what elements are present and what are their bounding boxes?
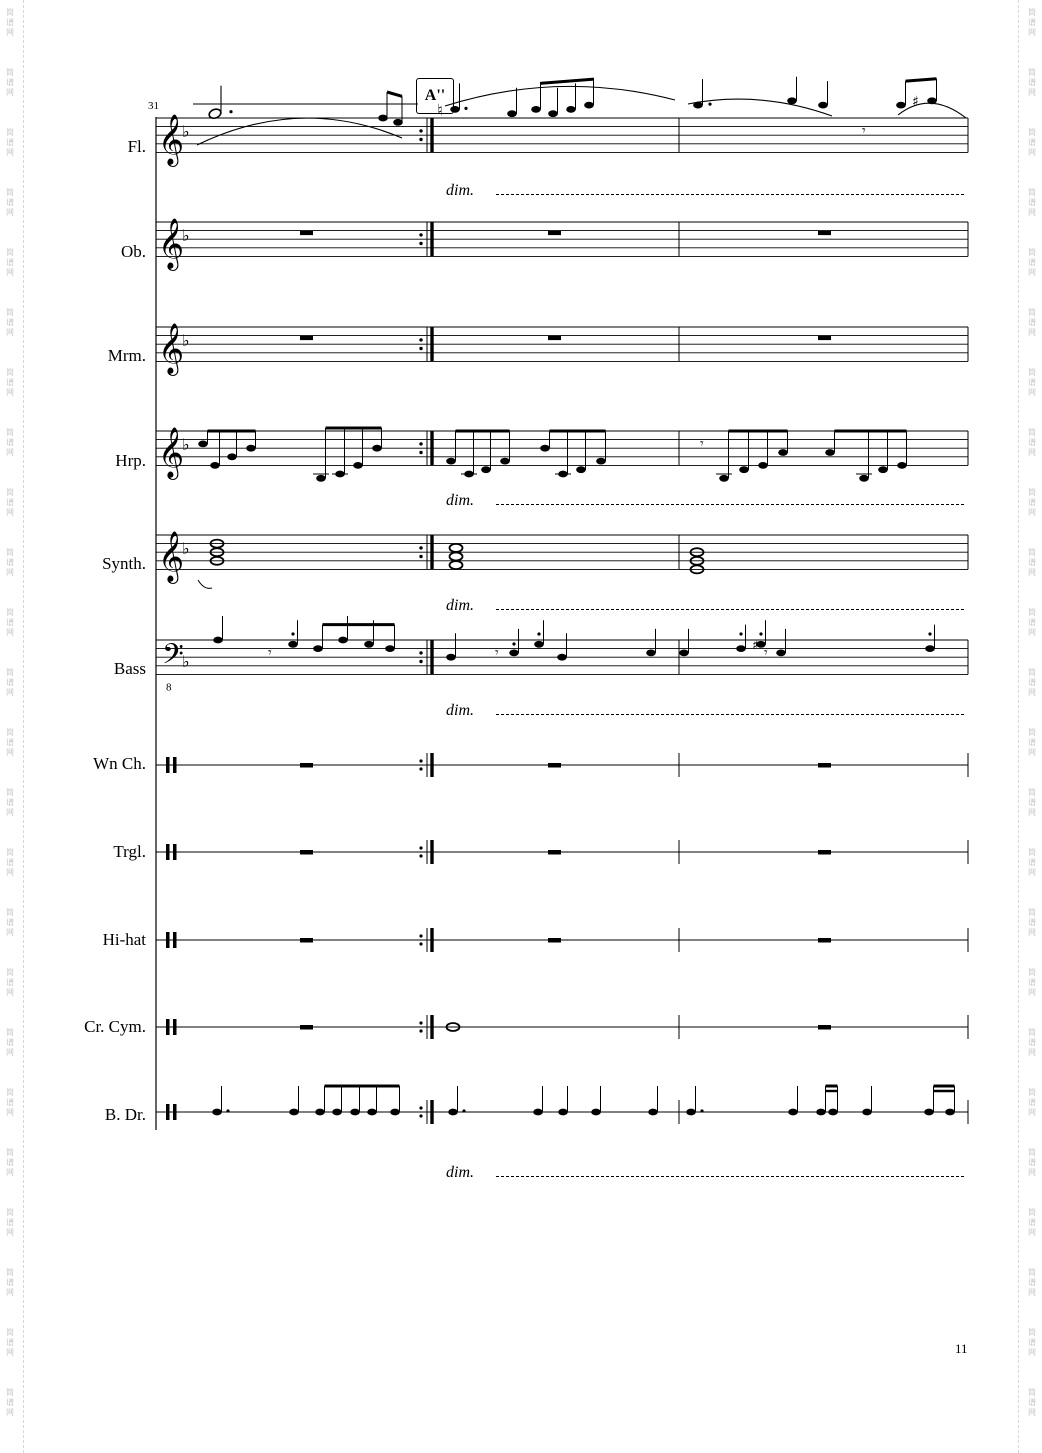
bass-drum-note	[350, 1109, 360, 1116]
watermark-glyph: 简 谱 网	[1028, 368, 1036, 397]
eighth-rest-icon: 𝄾	[495, 644, 499, 661]
watermark-glyph: 简 谱 网	[1028, 8, 1036, 37]
flute-note	[787, 97, 797, 104]
repeat-dot	[419, 846, 422, 849]
whole-rest-icon	[818, 850, 831, 855]
watermark-glyph: 简 谱 网	[6, 788, 14, 817]
harp-note	[859, 475, 869, 482]
bass-drum-note	[686, 1109, 696, 1116]
watermark-glyph: 简 谱 网	[1028, 548, 1036, 577]
tie	[198, 580, 212, 588]
whole-rest-icon	[300, 336, 313, 341]
repeat-dot	[419, 934, 422, 937]
repeat-dot	[419, 1106, 422, 1109]
bass-note	[446, 654, 456, 661]
whole-rest-icon	[818, 938, 831, 943]
bass-drum-note	[816, 1109, 826, 1116]
bass-drum-note	[332, 1109, 342, 1116]
bass-drum-note	[367, 1109, 377, 1116]
whole-rest-icon	[818, 763, 831, 768]
repeat-dot	[419, 759, 422, 762]
repeat-dot	[419, 242, 422, 245]
harp-note	[198, 441, 208, 448]
whole-rest-icon	[818, 1025, 831, 1030]
bass-drum-note	[924, 1109, 934, 1116]
watermark-glyph: 简 谱 网	[1028, 1388, 1036, 1417]
flat-key-signature-icon: ♭	[182, 226, 190, 245]
eighth-rest-icon: 𝄾	[764, 644, 768, 661]
bass-drum-note	[390, 1109, 400, 1116]
repeat-dot	[419, 767, 422, 770]
whole-rest-icon	[300, 938, 313, 943]
staccato-dot	[537, 632, 540, 635]
whole-rest-icon	[818, 231, 831, 236]
dim-extender-bass-drum	[496, 1176, 964, 1177]
bass-note	[364, 641, 374, 648]
instrument-label-bass: Bass	[113, 659, 146, 678]
dynamic-dim-bass-drum: dim.	[446, 1164, 474, 1181]
dim-extender-flute	[496, 194, 964, 195]
watermark-glyph: 简 谱 网	[6, 428, 14, 457]
watermark-glyph: 简 谱 网	[6, 1388, 14, 1417]
repeat-dot	[419, 138, 422, 141]
harp-note	[719, 475, 729, 482]
watermark-glyph: 简 谱 网	[1028, 128, 1036, 157]
instrument-label-oboe: Ob.	[120, 242, 146, 261]
watermark-glyph: 简 谱 网	[6, 1268, 14, 1297]
bass-drum-note	[828, 1109, 838, 1116]
harp-note	[739, 466, 749, 473]
whole-rest-icon	[300, 1025, 313, 1030]
harp-note	[878, 466, 888, 473]
beam	[387, 92, 402, 96]
watermark-glyph: 简 谱 网	[6, 548, 14, 577]
whole-rest-icon	[548, 850, 561, 855]
slur	[197, 118, 402, 145]
bass-note	[213, 637, 223, 644]
watermark-glyph: 简 谱 网	[6, 1328, 14, 1357]
flute-note	[818, 102, 828, 109]
bass-drum-note	[862, 1109, 872, 1116]
bass-note	[736, 645, 746, 652]
watermark-glyph: 简 谱 网	[1028, 1208, 1036, 1237]
watermark-glyph: 简 谱 网	[1028, 728, 1036, 757]
bass-note	[534, 641, 544, 648]
staccato-dot	[739, 632, 742, 635]
watermark-glyph: 简 谱 网	[6, 968, 14, 997]
watermark-glyph: 简 谱 网	[6, 1208, 14, 1237]
repeat-dot	[419, 347, 422, 350]
watermark-glyph: 简 谱 网	[6, 1028, 14, 1057]
rehearsal-mark: A''	[416, 78, 454, 114]
flute-note	[548, 110, 558, 117]
bass-note	[557, 654, 567, 661]
whole-rest-icon	[548, 938, 561, 943]
dynamic-dim-harp: dim.	[446, 492, 474, 509]
watermark-glyph: 简 谱 网	[6, 488, 14, 517]
flute-note	[531, 106, 541, 113]
repeat-dot	[419, 451, 422, 454]
flat-key-signature-icon: ♭	[182, 435, 190, 454]
percussion-clef-icon	[173, 1104, 177, 1120]
bass-note	[646, 650, 656, 657]
watermark-glyph: 简 谱 网	[1028, 968, 1036, 997]
instrument-label-marimba: Mrm.	[107, 346, 146, 365]
watermark-glyph: 简 谱 网	[1028, 68, 1036, 97]
harp-note	[596, 458, 606, 465]
bass-note	[776, 650, 786, 657]
augmentation-dot	[462, 1109, 465, 1112]
percussion-clef-icon	[173, 1019, 177, 1035]
staccato-dot	[928, 632, 931, 635]
repeat-dot	[419, 1021, 422, 1024]
treble-clef-icon: 𝄞	[158, 218, 185, 269]
harp-note	[481, 466, 491, 473]
percussion-clef-icon	[166, 844, 170, 860]
whole-rest-icon	[548, 231, 561, 236]
repeat-dot	[419, 942, 422, 945]
bass-note	[679, 650, 689, 657]
bass-note	[385, 645, 395, 652]
treble-clef-icon: 𝄞	[158, 323, 185, 374]
repeat-dot	[419, 129, 422, 132]
whole-rest-icon	[300, 850, 313, 855]
harp-note	[246, 445, 256, 452]
repeat-dot	[419, 660, 422, 663]
augmentation-dot	[700, 1109, 703, 1112]
percussion-clef-icon	[166, 1104, 170, 1120]
watermark-glyph: 简 谱 网	[6, 1088, 14, 1117]
whole-rest-icon	[300, 763, 313, 768]
treble-clef-icon: 𝄞	[158, 531, 185, 582]
sharp-accidental-icon: ♯	[912, 93, 919, 110]
augmentation-dot	[708, 103, 711, 106]
percussion-clef-icon	[173, 844, 177, 860]
repeat-dot	[419, 651, 422, 654]
bass-drum-note	[212, 1109, 222, 1116]
watermark-glyph: 简 谱 网	[6, 848, 14, 877]
sharp-accidental-icon: ♯	[752, 638, 759, 654]
harp-note	[897, 462, 907, 469]
beam	[906, 79, 937, 81]
watermark-glyph: 简 谱 网	[6, 608, 14, 637]
repeat-dot	[419, 546, 422, 549]
whole-rest-icon	[548, 763, 561, 768]
harp-note	[446, 458, 456, 465]
bass-note	[313, 645, 323, 652]
harp-note	[372, 445, 382, 452]
staccato-dot	[291, 632, 294, 635]
synth-whole-note	[450, 561, 463, 569]
watermark-glyph: 简 谱 网	[6, 1148, 14, 1177]
flag-placeholder: ♪	[512, 87, 513, 89]
repeat-dot	[419, 1114, 422, 1117]
instrument-label-synth: Synth.	[102, 554, 146, 573]
bass-drum-note	[558, 1109, 568, 1116]
harp-note	[778, 449, 788, 456]
watermark-glyph: 简 谱 网	[6, 668, 14, 697]
measure-number: 31	[148, 100, 159, 112]
instrument-label-triangle: Trgl.	[113, 842, 146, 861]
watermark-glyph: 简 谱 网	[6, 8, 14, 37]
harp-note	[500, 458, 510, 465]
harp-note	[540, 445, 550, 452]
watermark-glyph: 简 谱 网	[6, 248, 14, 277]
repeat-dot	[419, 442, 422, 445]
watermark-glyph: 简 谱 网	[1028, 1268, 1036, 1297]
dynamic-dim-bass: dim.	[446, 702, 474, 719]
instrument-label-bass-drum: B. Dr.	[104, 1105, 146, 1124]
whole-rest-icon	[300, 231, 313, 236]
harp-note	[316, 475, 326, 482]
watermark-glyph: 简 谱 网	[1028, 608, 1036, 637]
treble-clef-icon: 𝄞	[158, 114, 185, 165]
bass-drum-note	[448, 1109, 458, 1116]
eighth-rest-icon: 𝄾	[700, 435, 704, 452]
watermark-glyph: 简 谱 网	[1028, 308, 1036, 337]
percussion-clef-icon	[173, 932, 177, 948]
synth-whole-note	[450, 553, 463, 561]
instrument-label-crash-cymbal: Cr. Cym.	[84, 1017, 146, 1036]
octave-8-icon: 8	[166, 681, 172, 694]
whole-rest-icon	[818, 336, 831, 341]
bass-clef-icon: 𝄢	[162, 638, 184, 678]
watermark-glyph: 简 谱 网	[6, 368, 14, 397]
bass-drum-note	[788, 1109, 798, 1116]
flute-eighth-note	[378, 115, 388, 122]
dim-extender-synth	[496, 609, 964, 610]
watermark-glyph: 简 谱 网	[6, 728, 14, 757]
harp-note	[353, 462, 363, 469]
watermark-glyph: 简 谱 网	[1028, 488, 1036, 517]
instrument-label-wind-chimes: Wn Ch.	[93, 754, 146, 773]
watermark-glyph: 简 谱 网	[6, 128, 14, 157]
whole-rest-icon	[548, 336, 561, 341]
watermark-glyph: 简 谱 网	[6, 188, 14, 217]
watermark-glyph: 简 谱 网	[1028, 1328, 1036, 1357]
watermark-glyph: 简 谱 网	[1028, 248, 1036, 277]
flute-note	[896, 102, 906, 109]
repeat-dot	[419, 233, 422, 236]
bass-note	[338, 637, 348, 644]
bass-drum-note	[289, 1109, 299, 1116]
instrument-label-hihat: Hi-hat	[102, 930, 146, 949]
percussion-clef-icon	[166, 757, 170, 773]
harp-note	[758, 462, 768, 469]
watermark-glyph: 简 谱 网	[1028, 1148, 1036, 1177]
flute-note	[584, 102, 594, 109]
flute-note	[566, 106, 576, 113]
beam	[540, 79, 594, 83]
watermark-glyph: 简 谱 网	[1028, 428, 1036, 457]
watermark-glyph: 简 谱 网	[1028, 188, 1036, 217]
watermark-glyph: 简 谱 网	[1028, 668, 1036, 697]
harp-note	[576, 466, 586, 473]
watermark-glyph: 简 谱 网	[1028, 908, 1036, 937]
bass-drum-note	[945, 1109, 955, 1116]
bass-drum-note	[591, 1109, 601, 1116]
dynamic-dim-synth: dim.	[446, 597, 474, 614]
harp-note	[227, 453, 237, 460]
flat-key-signature-icon: ♭	[182, 122, 190, 141]
slur	[688, 99, 832, 116]
repeat-dot	[419, 1029, 422, 1032]
natural-accidental-icon: ♮	[437, 100, 443, 120]
synth-whole-note	[450, 544, 463, 552]
staccato-dot	[759, 632, 762, 635]
harp-note	[210, 462, 220, 469]
flute-eighth-note	[393, 119, 403, 126]
watermark-glyph: 简 谱 网	[1028, 1028, 1036, 1057]
eighth-rest-icon: 𝄾	[268, 644, 272, 661]
slur	[445, 86, 675, 106]
augmentation-dot	[464, 107, 467, 110]
bass-note	[509, 650, 519, 657]
staccato-dot	[512, 642, 515, 645]
treble-clef-icon: 𝄞	[158, 427, 185, 478]
percussion-clef-icon	[166, 932, 170, 948]
flat-key-signature-icon: ♭	[182, 652, 190, 671]
harp-note	[825, 449, 835, 456]
watermark-glyph: 简 谱 网	[1028, 788, 1036, 817]
repeat-dot	[419, 555, 422, 558]
bass-note	[288, 641, 298, 648]
bass-drum-note	[533, 1109, 543, 1116]
instrument-label-flute: Fl.	[127, 137, 146, 156]
augmentation-dot	[226, 1109, 229, 1112]
watermark-glyph: 简 谱 网	[1028, 1088, 1036, 1117]
dim-extender-harp	[496, 504, 964, 505]
augmentation-dot	[229, 110, 232, 113]
slur	[898, 103, 966, 118]
dim-extender-bass	[496, 714, 964, 715]
flat-key-signature-icon: ♭	[182, 539, 190, 558]
percussion-clef-icon	[173, 757, 177, 773]
watermark-glyph: 简 谱 网	[6, 308, 14, 337]
watermark-glyph: 简 谱 网	[6, 908, 14, 937]
repeat-dot	[419, 338, 422, 341]
bass-drum-note	[315, 1109, 325, 1116]
repeat-dot	[419, 854, 422, 857]
dynamic-dim-flute: dim.	[446, 182, 474, 199]
flute-note	[507, 110, 517, 117]
instrument-label-harp: Hrp.	[115, 451, 146, 470]
watermark-glyph: 简 谱 网	[1028, 848, 1036, 877]
page-number: 11	[955, 1341, 968, 1356]
percussion-clef-icon	[166, 1019, 170, 1035]
bass-note	[925, 645, 935, 652]
eighth-rest-icon: 𝄾	[862, 122, 866, 139]
watermark-glyph: 简 谱 网	[6, 68, 14, 97]
bass-drum-note	[648, 1109, 658, 1116]
flat-key-signature-icon: ♭	[182, 331, 190, 350]
